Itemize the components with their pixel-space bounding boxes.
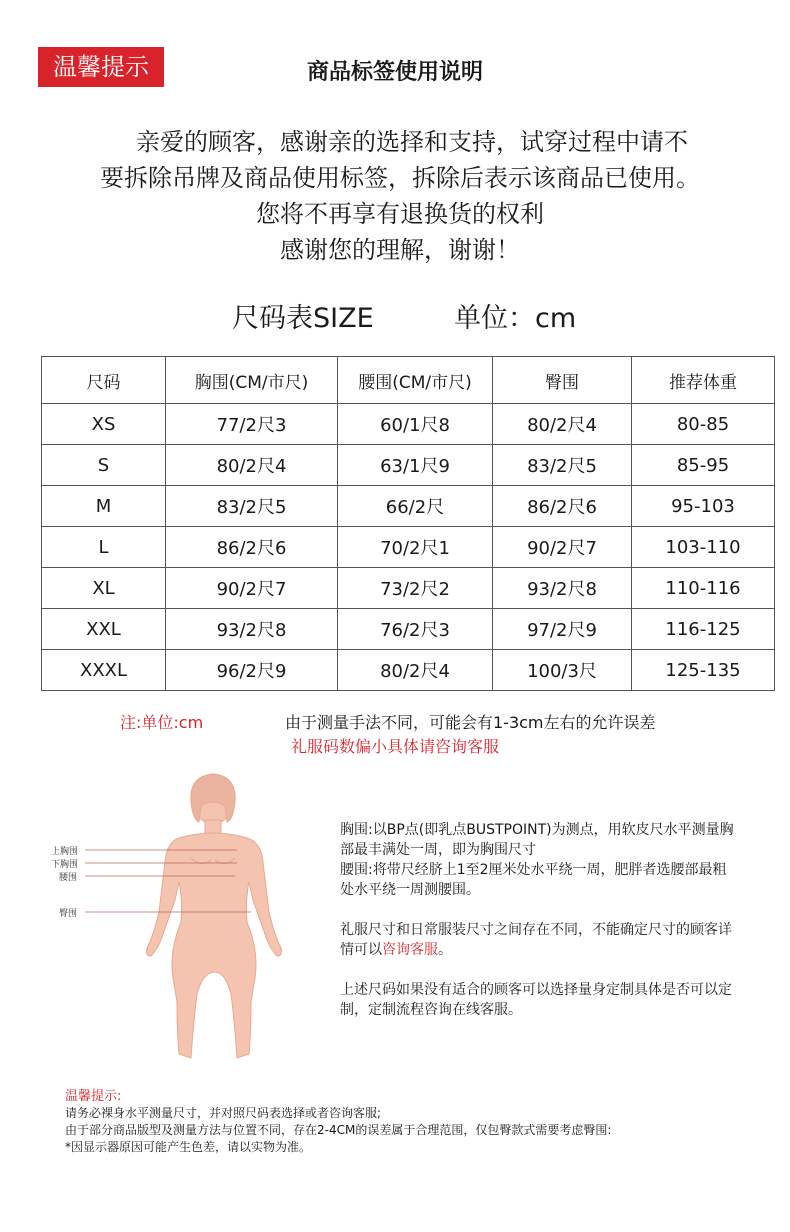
intro-line: 要拆除吊牌及商品使用标签，拆除后表示该商品已使用。	[100, 164, 700, 192]
size-chart-title: 尺码表SIZE	[232, 303, 374, 334]
table-cell: 85-95	[632, 445, 775, 486]
table-cell: 86/2尺6	[493, 486, 632, 527]
tip-line: 由于部分商品版型及测量方法与位置不同，存在2-4CM的误差属于合理范围，仅包臀款式需要考虑臀围:	[65, 1123, 612, 1137]
table-cell: XXXL	[42, 650, 166, 691]
table-row	[42, 568, 775, 609]
table-row	[42, 527, 775, 568]
table-cell: 73/2尺2	[338, 568, 493, 609]
table-cell: 80/2尺4	[166, 445, 338, 486]
customer-service-link[interactable]: 咨询客服	[382, 942, 438, 958]
table-cell: 63/1尺9	[338, 445, 493, 486]
waist-label: 腰围	[59, 873, 78, 883]
table-row	[42, 445, 775, 486]
dress-size-note: 礼服码数偏小具体请咨询客服	[290, 737, 499, 756]
waist-description: 腰围:将带尺经脐上1至2厘米处水平绕一周，肥胖者选腰部最粗处水平绕一周测腰围。	[340, 862, 727, 898]
tip-line: 请务必裸身水平测量尺寸，并对照尺码表选择或者咨询客服;	[65, 1106, 382, 1120]
female-body-silhouette-icon	[55, 772, 285, 1062]
table-cell: 95-103	[632, 486, 775, 527]
size-table	[41, 356, 775, 691]
table-cell: 97/2尺9	[493, 609, 632, 650]
table-cell: L	[42, 527, 166, 568]
unit-note: 注:单位:cm	[120, 713, 204, 732]
header-cell: 尺码	[42, 357, 166, 404]
tips-section	[65, 1088, 611, 1156]
table-cell: 110-116	[632, 568, 775, 609]
header-cell: 推荐体重	[632, 357, 775, 404]
tip-line: *因显示器原因可能产生色差，请以实物为准。	[65, 1140, 312, 1154]
measurement-description	[340, 820, 740, 1040]
table-row	[42, 609, 775, 650]
table-cell: 103-110	[632, 527, 775, 568]
intro-line: 您将不再享有退换货的权利	[256, 200, 544, 228]
custom-size-description: 上述尺码如果没有适合的顾客可以选择量身定制具体是否可以定制，定制流程咨询在线客服。	[340, 982, 732, 1018]
table-cell: 83/2尺5	[493, 445, 632, 486]
table-cell: 90/2尺7	[166, 568, 338, 609]
table-header-row	[42, 357, 775, 404]
table-row	[42, 404, 775, 445]
table-cell: 93/2尺8	[493, 568, 632, 609]
table-cell: 77/2尺3	[166, 404, 338, 445]
table-cell: 80-85	[632, 404, 775, 445]
table-cell: 86/2尺6	[166, 527, 338, 568]
page-title: 商品标签使用说明	[306, 60, 483, 85]
size-chart-unit: 单位：cm	[454, 303, 577, 334]
tip-badge: 温馨提示	[38, 47, 164, 87]
under-bust-label: 下胸围	[51, 860, 79, 870]
upper-bust-label: 上胸围	[51, 847, 79, 857]
body-measurement-figure	[51, 772, 285, 1062]
header-cell: 胸围(CM/市尺)	[166, 357, 338, 404]
dress-size-text: 礼服尺寸和日常服装尺寸之间存在不同，不能确定尺寸的顾客详情可以	[340, 922, 732, 958]
header-cell: 腰围(CM/市尺)	[338, 357, 493, 404]
table-cell: 90/2尺7	[493, 527, 632, 568]
bust-description: 胸围:以BP点(即乳点BUSTPOINT)为测点，用软皮尺水平测量胸部最丰满处一周，即为胸围尺寸	[340, 822, 734, 858]
table-cell: 93/2尺8	[166, 609, 338, 650]
table-cell: 83/2尺5	[166, 486, 338, 527]
intro-line: 亲爱的顾客，感谢亲的选择和支持，试穿过程中请不	[136, 128, 688, 156]
intro-line: 感谢您的理解，谢谢！	[280, 236, 520, 264]
table-cell: XXL	[42, 609, 166, 650]
dress-size-text-end: 。	[438, 942, 452, 958]
tips-title: 温馨提示:	[65, 1089, 122, 1104]
table-cell: 70/2尺1	[338, 527, 493, 568]
table-cell: 96/2尺9	[166, 650, 338, 691]
table-row	[42, 650, 775, 691]
table-row	[42, 486, 775, 527]
table-cell: 66/2尺	[338, 486, 493, 527]
table-cell: XL	[42, 568, 166, 609]
table-cell: M	[42, 486, 166, 527]
header-cell: 臀围	[493, 357, 632, 404]
dress-size-description	[340, 920, 740, 960]
table-cell: 116-125	[632, 609, 775, 650]
hip-label: 臀围	[59, 909, 78, 919]
table-cell: S	[42, 445, 166, 486]
table-cell: 125-135	[632, 650, 775, 691]
error-note: 由于测量手法不同，可能会有1-3cm左右的允许误差	[285, 713, 656, 732]
table-cell: 80/2尺4	[493, 404, 632, 445]
table-cell: 76/2尺3	[338, 609, 493, 650]
intro-text	[40, 124, 760, 268]
table-cell: 60/1尺8	[338, 404, 493, 445]
table-cell: 80/2尺4	[338, 650, 493, 691]
table-cell: XS	[42, 404, 166, 445]
table-cell: 100/3尺	[493, 650, 632, 691]
